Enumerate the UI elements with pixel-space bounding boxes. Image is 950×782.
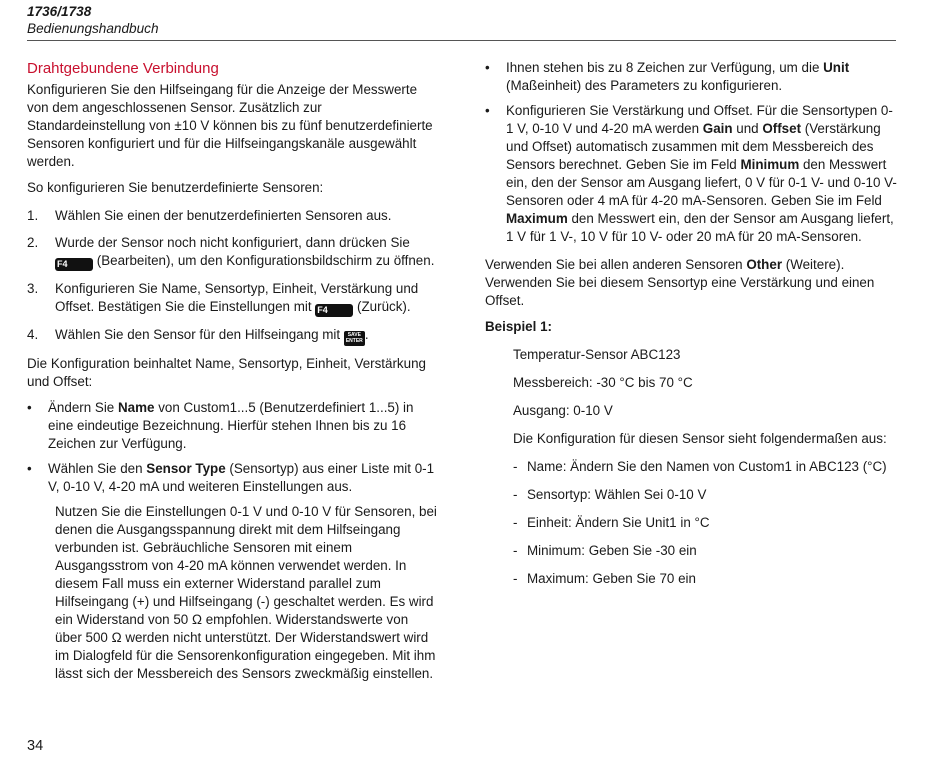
step-number: 2. bbox=[27, 235, 39, 250]
example-line: Die Konfiguration für diesen Sensor sieht folgendermaßen aus: bbox=[513, 431, 887, 446]
bullet-item: • Wählen Sie den Sensor Type (Sensortyp) aus einer Liste mit 0-1 V, 0-10 V, 4-20 mA und weiteren Einstellungen aus. bbox=[27, 461, 435, 494]
step-text: Konfigurieren Sie Name, Sensortyp, Einheit, Verstärkung und Offset. Bestätigen Sie die Einstellungen mit bbox=[55, 281, 419, 314]
step-item: 4. Wählen Sie den Sensor für den Hilfseingang mit SAVE ENTER . bbox=[27, 327, 369, 344]
note-paragraph: Nutzen Sie die Einstellungen 0-1 V und 0-10 V für Sensoren, bei denen die Ausgangsspannung direkt mit dem Hilfseingang verbunden ist. Gebräuchliche Sensoren mit einem Ausgangsstrom von 4-20 mA können verwendet werden. In diesem Fall muss ein externer Widerstand parallel zum Hilfseingang (+) und Hilfseingang (-) geschaltet werden. Es wird ein Widerstand von 50 Ω empfohlen. Widerstandswerte von über 500 Ω werden nicht unterstützt. Der Widerstandswert wird im Dialogfeld für die Sensorenkonfiguration eingegeben. Mit ihm lässt sich der Messbereich des Sensors zweckmäßig einstellen. bbox=[55, 504, 437, 681]
example-line: Messbereich: -30 °C bis 70 °C bbox=[513, 375, 693, 390]
example-heading: Beispiel 1: bbox=[485, 319, 552, 334]
page-number: 34 bbox=[27, 738, 44, 754]
step-text: (Bearbeiten), um den Konfigurationsbildschirm zu öffnen. bbox=[96, 253, 435, 268]
step-number: 3. bbox=[27, 281, 39, 296]
intro-paragraph: Konfigurieren Sie den Hilfseingang für die Anzeige der Messwerte von dem angeschlossenen Sensor. Zusätzlich zur Standardeinstellung von ±10 V können bis zu fünf benutzerdefinierte Sensoren konfiguriert und für die Hilfseingangskanäle ausgewählt werden. bbox=[27, 82, 433, 169]
manual-title: Bedienungshandbuch bbox=[27, 21, 159, 36]
save-enter-key-icon: SAVE ENTER bbox=[344, 331, 365, 346]
step-text: Wurde der Sensor noch nicht konfiguriert, dann drücken Sie bbox=[55, 235, 410, 250]
step-text: (Zurück). bbox=[357, 299, 411, 314]
step-number: 4. bbox=[27, 327, 39, 342]
bullet-icon: • bbox=[27, 400, 32, 415]
f4-key-icon: F4 bbox=[315, 304, 353, 317]
step-text: Wählen Sie einen der benutzerdefinierten Sensoren aus. bbox=[55, 208, 392, 223]
bullet-item: • Konfigurieren Sie Verstärkung und Offset. Für die Sensortypen 0-1 V, 0-10 V und 4-20 mA werden Gain und Offset (Verstärkung und Offset) automatisch zusammen mit dem Messbereich des Sensors berechnet. Geben Sie im Feld Minimum den Messwert ein, den der Sensor am Ausgang liefert, 0 V für 0-1 V- und 0-10 V-Sensoren oder 4 mA für 4-20 mA-Sensoren. Geben Sie im Feld Maximum den Messwert ein, den der Sensor am Ausgang liefert, 1 V für 1 V-, 10 V für 10 V- oder 20 mA für 20 mA-Sensoren. bbox=[485, 103, 897, 244]
bold-term: Unit bbox=[823, 60, 850, 75]
step-item bbox=[27, 207, 437, 225]
other-paragraph: Verwenden Sie bei allen anderen Sensoren Other (Weitere). Verwenden Sie bei diesem Sensortyp eine Verstärkung und einen Offset. bbox=[485, 257, 875, 308]
example-line: Temperatur-Sensor ABC123 bbox=[513, 347, 681, 362]
step-item bbox=[27, 234, 437, 271]
bullet-item: • Ihnen stehen bis zu 8 Zeichen zur Verfügung, um die Unit (Maßeinheit) des Parameters zu konfigurieren. bbox=[485, 60, 850, 93]
dash-item: - Name: Ändern Sie den Namen von Custom1 in ABC123 (°C) bbox=[513, 459, 887, 474]
bold-term: Other bbox=[746, 257, 783, 272]
header-rule bbox=[27, 40, 896, 41]
bullet-item: • Ändern Sie Name von Custom1...5 (Benutzerdefiniert 1...5) in eine eindeutige Bezeichnung. Hierfür stehen Ihnen bis zu 16 Zeichen zur Verfügung. bbox=[27, 400, 414, 451]
step-text: Wählen Sie den Sensor für den Hilfseingang mit bbox=[55, 327, 341, 342]
model-number: 1736/1738 bbox=[27, 4, 92, 19]
dash-item: - Maximum: Geben Sie 70 ein bbox=[513, 571, 696, 586]
how-to-paragraph: So konfigurieren Sie benutzerdefinierte Sensoren: bbox=[27, 180, 324, 195]
bullet-icon: • bbox=[27, 461, 32, 476]
dash-item: - Minimum: Geben Sie -30 ein bbox=[513, 543, 697, 558]
bullet-icon: • bbox=[485, 60, 490, 75]
bold-term: Sensor Type bbox=[146, 461, 226, 476]
dash-item: - Sensortyp: Wählen Sei 0-10 V bbox=[513, 487, 707, 502]
left-column bbox=[27, 59, 437, 689]
dash-item: - Einheit: Ändern Sie Unit1 in °C bbox=[513, 515, 710, 530]
config-intro: Die Konfiguration beinhaltet Name, Sensortyp, Einheit, Verstärkung und Offset: bbox=[27, 356, 426, 389]
right-column bbox=[485, 59, 897, 598]
f4-key-icon: F4 bbox=[55, 258, 93, 271]
step-item bbox=[27, 280, 437, 317]
bold-term: Name bbox=[117, 400, 155, 415]
example-line: Ausgang: 0-10 V bbox=[513, 403, 613, 418]
page-header bbox=[27, 4, 159, 37]
bullet-icon: • bbox=[485, 103, 490, 118]
section-heading: Drahtgebundene Verbindung bbox=[27, 60, 219, 77]
step-number: 1. bbox=[27, 208, 39, 223]
